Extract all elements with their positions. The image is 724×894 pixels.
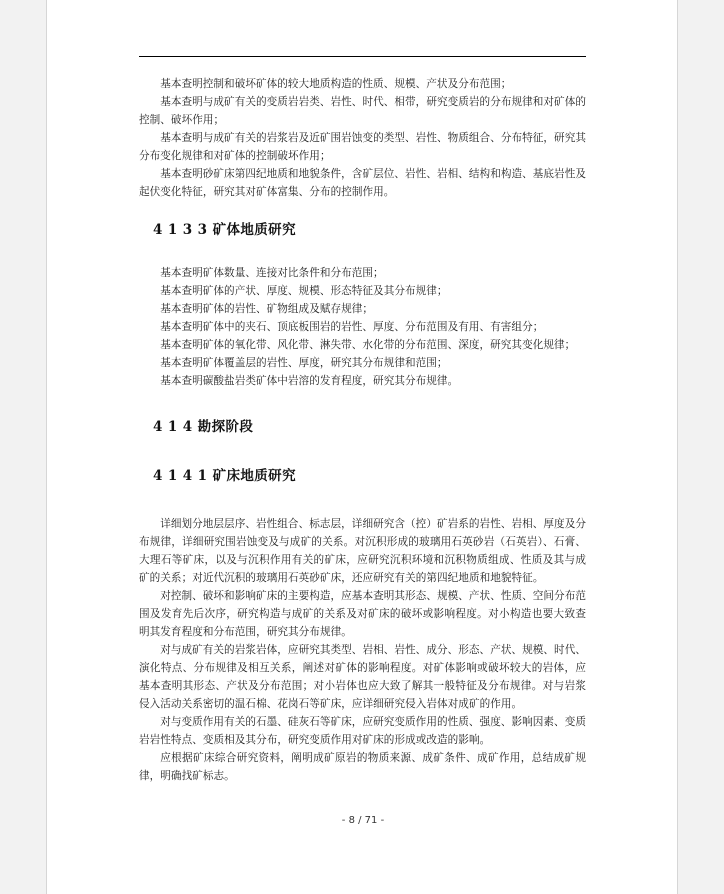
- section-heading-414: 4 1 4 勘探阶段: [153, 419, 254, 435]
- body-paragraph: 对与变质作用有关的石墨、硅灰石等矿床，应研究变质作用的性质、强度、影响因素、变质岩岩性特点、变质相及其分布，研究变质作用对矿床的形成或改造的影响。: [139, 716, 586, 746]
- body-paragraph: 对与成矿有关的岩浆岩体，应研究其类型、岩相、岩性、成分、形态、产状、规模、时代、演化特点、分布规律及相互关系，阐述对矿体的影响程度。对矿体影响或破坏较大的岩体，应基本查明其形态、产状及分布范围；对小岩体也应大致了解其一般特征及分布规律。对与岩浆侵入活动关系密切的温石棉、花岗石等矿床，应详细研究侵入岩体对成矿的作用。: [139, 644, 586, 710]
- spacer: [139, 201, 586, 220]
- page-number: - 8 / 71 -: [341, 815, 385, 826]
- section-heading-4141: 4 1 4 1 矿床地质研究: [153, 468, 296, 484]
- body-paragraph: 基本查明与成矿有关的岩浆岩及近矿围岩蚀变的类型、岩性、物质组合、分布特征，研究其分布变化规律和对矿体的控制破坏作用；: [139, 132, 586, 162]
- body-paragraph: 基本查明碳酸盐岩类矿体中岩溶的发育程度，研究其分布规律。: [160, 375, 459, 387]
- spacer: [139, 390, 586, 417]
- spacer: [139, 437, 586, 466]
- page-content: [139, 75, 586, 785]
- body-paragraph: 基本查明控制和破坏矿体的较大地质构造的性质、规模、产状及分布范围；: [160, 78, 512, 90]
- body-paragraph: 基本查明矿体数量、连接对比条件和分布范围；: [160, 267, 384, 279]
- body-paragraph: 基本查明与成矿有关的变质岩岩类、岩性、时代、相带，研究变质岩的分布规律和对矿体的控制、破坏作用；: [139, 96, 586, 126]
- body-paragraph: 基本查明矿体中的夹石、顶底板围岩的岩性、厚度、分布范围及有用、有害组分；: [160, 321, 544, 333]
- spacer: [139, 240, 586, 264]
- spacer: [139, 486, 586, 515]
- body-paragraph: 基本查明砂矿床第四纪地质和地貌条件，含矿层位、岩性、岩相、结构和构造、基底岩性及起伏变化特征，研究其对矿体富集、分布的控制作用。: [139, 168, 586, 198]
- section-heading-4133: 4 1 3 3 矿体地质研究: [153, 222, 296, 238]
- body-paragraph: 应根据矿床综合研究资料，阐明成矿原岩的物质来源、成矿条件、成矿作用，总结成矿规律，明确找矿标志。: [139, 752, 586, 782]
- body-paragraph: 基本查明矿体的氧化带、风化带、淋失带、水化带的分布范围、深度，研究其变化规律；: [160, 339, 576, 351]
- header-rule: [139, 56, 586, 57]
- body-paragraph: 详细划分地层层序、岩性组合、标志层，详细研究含（控）矿岩系的岩性、岩相、厚度及分布规律，详细研究围岩蚀变及与成矿的关系。对沉积形成的玻璃用石英砂岩（石英岩）、石膏、大理石等矿床，以及与沉积作用有关的矿床，应研究沉积环境和沉积物质组成、性质及其与成矿的关系；对近代沉积的玻璃用石英砂矿床，还应研究有关的第四纪地质和地貌特征。: [139, 518, 586, 584]
- body-paragraph: 基本查明矿体的岩性、矿物组成及赋存规律；: [160, 303, 374, 315]
- document-page: [46, 0, 678, 894]
- body-paragraph: 基本查明矿体的产状、厚度、规模、形态特征及其分布规律；: [160, 285, 448, 297]
- body-paragraph: 基本查明矿体覆盖层的岩性、厚度，研究其分布规律和范围；: [160, 357, 448, 369]
- body-paragraph: 对控制、破坏和影响矿床的主要构造，应基本查明其形态、规模、产状、性质、空间分布范围及发育先后次序，研究构造与成矿的关系及对矿床的破坏或影响程度。对小构造也要大致查明其发育程度和分布范围，研究其分布规律。: [139, 590, 586, 638]
